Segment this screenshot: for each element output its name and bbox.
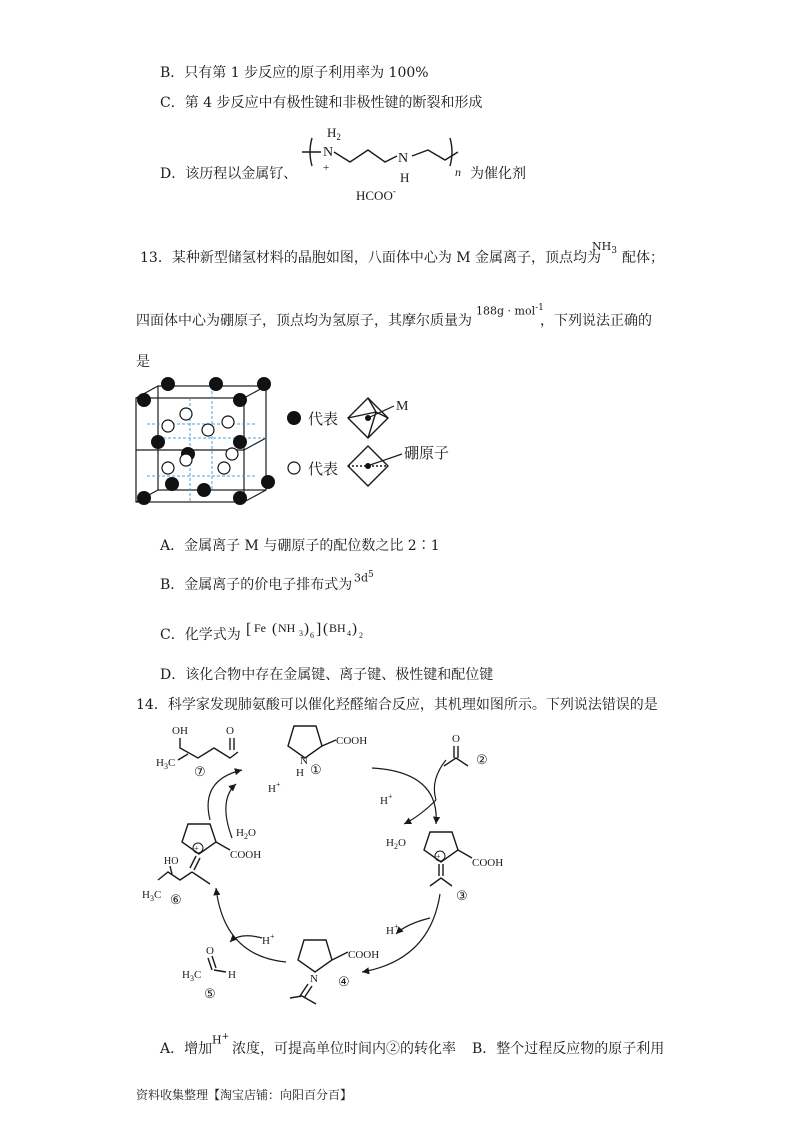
svg-text:[: [ xyxy=(246,621,252,638)
svg-text:]: ] xyxy=(316,621,322,638)
svg-text:4: 4 xyxy=(347,629,351,638)
compound-2 xyxy=(444,733,488,767)
q13-option-c: C．化学式为 xyxy=(160,627,241,643)
q13-stem-line3: 是 xyxy=(136,354,150,370)
svg-text:⑤: ⑤ xyxy=(204,986,216,1001)
svg-text:(: ( xyxy=(323,621,328,637)
compound-4 xyxy=(290,940,379,1004)
q12-option-d-prefix: D．该历程以金属钌、 xyxy=(160,166,298,182)
page-footer: 资料收集整理【淘宝店铺：向阳百分百】 xyxy=(136,1088,353,1102)
svg-text:H+: H+ xyxy=(380,792,393,807)
compound-7 xyxy=(156,725,238,779)
svg-text:④: ④ xyxy=(338,974,350,989)
q13-unit-cell-diagram xyxy=(128,378,278,508)
svg-text:): ) xyxy=(304,621,309,637)
q14-option-a-text: 浓度，可提高单位时间内②的转化率 xyxy=(232,1041,456,1057)
svg-text:+: + xyxy=(323,162,330,174)
q13-option-b-config: $3d^5$ xyxy=(354,570,374,585)
svg-text:代表: 代表 xyxy=(308,412,339,428)
svg-text:⑥: ⑥ xyxy=(170,892,182,907)
svg-text:O: O xyxy=(452,733,460,745)
svg-text:Fe: Fe xyxy=(254,621,266,635)
svg-text:H+: H+ xyxy=(262,932,275,947)
svg-text:OH: OH xyxy=(172,725,188,737)
svg-text:M: M xyxy=(396,399,409,414)
svg-text:H2O: $H_2O$ xyxy=(386,837,406,851)
svg-text:H3C: $H_3C$ xyxy=(142,889,162,903)
svg-text:2: 2 xyxy=(359,631,363,640)
svg-text:H2: $H_2$ xyxy=(327,125,341,142)
svg-text:): ) xyxy=(352,621,357,637)
q13-nh3: $NH_3$ xyxy=(592,240,617,257)
svg-text:N: N xyxy=(300,755,308,767)
compound-5 xyxy=(182,945,236,1001)
svg-text:BH: BH xyxy=(329,621,346,635)
svg-text:代表: 代表 xyxy=(308,462,339,478)
svg-text:H: H xyxy=(400,170,410,185)
svg-text:COOH: COOH xyxy=(336,735,368,747)
svg-text:H2O: $H_2O$ xyxy=(236,827,256,841)
svg-text:③: ③ xyxy=(456,888,468,903)
svg-text:n: n xyxy=(455,165,461,179)
svg-text:②: ② xyxy=(476,752,488,767)
svg-text:3: 3 xyxy=(299,629,303,638)
svg-text:N: N xyxy=(398,151,409,166)
compound-3 xyxy=(424,832,503,903)
q13-stem-line1-end: 配体； xyxy=(622,250,664,266)
q12-option-d-suffix: 为催化剂 xyxy=(470,166,526,182)
q12-polymer-structure xyxy=(290,124,470,204)
svg-text:NH: NH xyxy=(278,621,296,635)
q13-stem-line1: 13．某种新型储氢材料的晶胞如图，八面体中心为 M 金属离子，顶点均为 xyxy=(140,250,602,266)
q14-catalytic-cycle xyxy=(140,720,700,1020)
q13-legend xyxy=(284,388,474,498)
svg-text:H3C: $H_3C$ xyxy=(156,757,176,771)
svg-text:H3C: $H_3C$ xyxy=(182,969,202,983)
q13-option-a: A．金属离子 M 与硼原子的配位数之比 2∶1 xyxy=(160,538,440,554)
q13-option-d: D．该化合物中存在金属键、离子键、极性键和配位键 xyxy=(160,667,494,683)
svg-text:硼原子: 硼原子 xyxy=(404,446,450,462)
svg-text:(: ( xyxy=(272,621,277,637)
q13-option-b: B．金属离子的价电子排布式为 xyxy=(160,577,353,593)
svg-text:COOH: COOH xyxy=(230,849,262,861)
svg-text:COOH: COOH xyxy=(472,857,504,869)
svg-text:N: N xyxy=(323,145,334,160)
q12-option-b: B．只有第 1 步反应的原子利用率为 100% xyxy=(160,65,429,81)
q13-option-c-formula xyxy=(246,614,386,648)
svg-text:H: H xyxy=(296,767,304,779)
svg-text:COOH: COOH xyxy=(348,949,380,961)
svg-text:H+: H+ xyxy=(386,922,399,937)
svg-text:H+: H+ xyxy=(268,780,281,795)
q14-option-b: B．整个过程反应物的原子利用 xyxy=(472,1041,665,1057)
svg-text:6: 6 xyxy=(310,631,314,640)
svg-text:N: N xyxy=(310,973,318,985)
svg-text:HCOO-: HCOO- xyxy=(356,186,396,203)
compound-1 xyxy=(288,726,367,779)
svg-text:O: O xyxy=(206,945,214,957)
svg-text:O: O xyxy=(226,725,234,737)
q13-stem-line2: 四面体中心为硼原子，顶点均为氢原子，其摩尔质量为 xyxy=(136,313,472,329)
svg-text:①: ① xyxy=(310,762,322,777)
q12-option-c: C．第 4 步反应中有极性键和非极性键的断裂和形成 xyxy=(160,95,483,111)
q13-molar-mass: 188g · mol$^{-1}$ xyxy=(476,303,544,318)
svg-text:+: + xyxy=(436,852,441,861)
q13-stem-line2-end: ，下列说法正确的 xyxy=(540,313,652,329)
svg-text:⑦: ⑦ xyxy=(194,764,206,779)
q14-option-a-prefix: A．增加 xyxy=(160,1041,213,1057)
svg-text:H: H xyxy=(228,969,236,981)
svg-text:+: + xyxy=(194,844,199,853)
q14-stem: 14．科学家发现肺氨酸可以催化羟醛缩合反应，其机理如图所示。下列说法错误的是 xyxy=(136,697,658,713)
q14-option-a-ion: H+ xyxy=(212,1032,230,1047)
svg-text:HO: HO xyxy=(164,856,179,867)
